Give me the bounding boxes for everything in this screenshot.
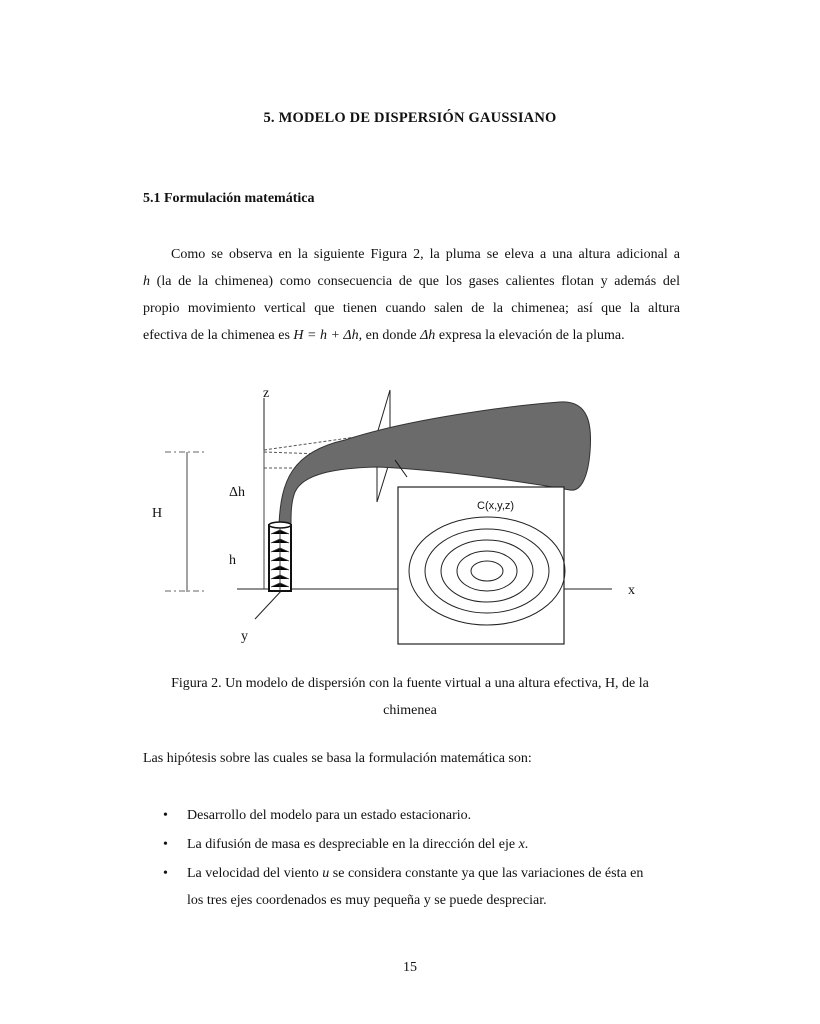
- list-item-text-b: se considera constante ya que las variaciones de ésta en: [329, 866, 644, 881]
- paragraph-line-3: propio movimiento vertical que tienen cuando salen de la chimenea; así que la altura: [143, 301, 680, 316]
- var-u: u: [322, 866, 330, 881]
- chimney-top: [269, 522, 291, 528]
- list-item-text-c: los tres ejes coordenados es muy pequeña y se puede despreciar.: [187, 893, 547, 908]
- page-number: 15: [403, 960, 417, 975]
- body-paragraph: [143, 241, 680, 349]
- list-item: [143, 860, 683, 914]
- label-y: y: [241, 629, 248, 644]
- section-heading: 5.1 Formulación matemática: [143, 191, 315, 206]
- plume-diagram: [145, 372, 635, 662]
- figure-2: [145, 372, 635, 667]
- bullet-icon: •: [163, 866, 168, 881]
- list-item: [143, 831, 683, 858]
- list-item-text: [187, 866, 643, 908]
- caption-line-1: Figura 2. Un modelo de dispersión con la fuente virtual a una altura efectiva, H, de la: [171, 676, 649, 691]
- list-item-text-a: La difusión de masa es despreciable en la dirección del eje: [187, 837, 519, 852]
- var-x: x: [518, 837, 525, 852]
- list-item-text-b: .: [524, 837, 529, 852]
- label-h: h: [229, 553, 236, 568]
- y-axis: [255, 589, 283, 619]
- equation-H: H = h + Δh,: [293, 328, 363, 343]
- list-item-text-a: La velocidad del viento: [187, 866, 323, 881]
- list-item: [143, 802, 683, 829]
- paragraph-line-4: [143, 322, 680, 349]
- label-H: H: [152, 506, 163, 521]
- bullet-icon: •: [163, 837, 168, 852]
- list-item-text: [187, 837, 528, 852]
- paragraph-line-2-text: (la de la chimenea) como consecuencia de que los gases calientes flotan y además del: [150, 274, 680, 289]
- var-delta-h: Δh: [420, 328, 436, 343]
- paragraph-line-1: Como se observa en la siguiente Figura 2, la pluma se eleva a una altura adicional a: [171, 247, 680, 262]
- var-h: h: [143, 274, 150, 289]
- hypotheses-list: [143, 802, 683, 916]
- figure-caption: [140, 670, 680, 724]
- bullet-icon: •: [163, 808, 168, 823]
- label-z: z: [263, 386, 270, 401]
- paragraph-line-4-b: en donde: [362, 328, 421, 343]
- hypotheses-intro: Las hipótesis sobre las cuales se basa la formulación matemática son:: [143, 751, 532, 766]
- chapter-heading: 5. MODELO DE DISPERSIÓN GAUSSIANO: [263, 110, 557, 126]
- label-delta-h: Δh: [229, 485, 246, 500]
- paragraph-line-4-c: expresa la elevación de la pluma.: [435, 328, 625, 343]
- caption-line-2: chimenea: [383, 703, 437, 718]
- label-x: x: [628, 583, 635, 598]
- label-concentration: C(x,y,z): [477, 500, 515, 512]
- list-item-text: Desarrollo del modelo para un estado estacionario.: [187, 808, 472, 823]
- paragraph-line-2: [143, 268, 680, 295]
- paragraph-line-4-a: efectiva de la chimenea es: [143, 328, 294, 343]
